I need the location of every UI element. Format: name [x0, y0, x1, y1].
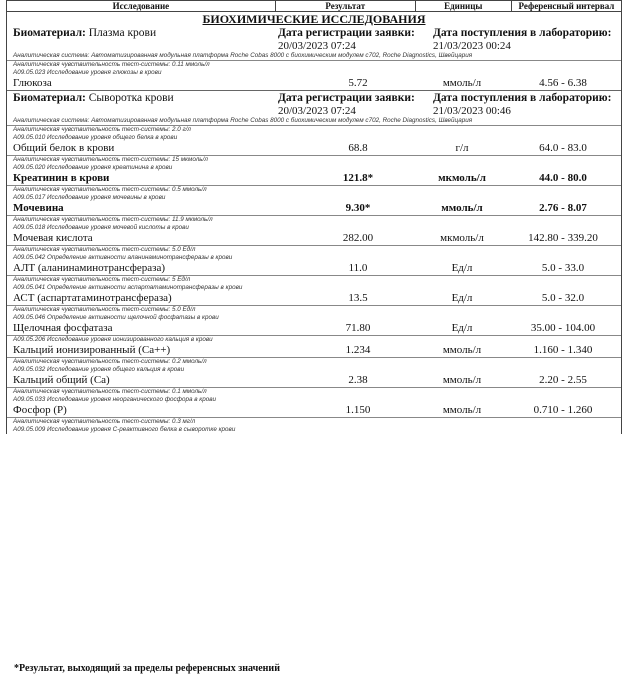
result-row [7, 344, 621, 357]
sensitivity-note: Аналитическая чувствительность тест-системы: 5.0 Ед/л [13, 246, 196, 253]
test-name: Мочевина [13, 202, 64, 214]
test-unit: ммоль/л [441, 202, 483, 214]
sensitivity-note: Аналитическая чувствительность тест-системы: 0.2 ммоль/л [13, 358, 207, 365]
test-code-note: A09.05.033 Исследование уровня неорганического фосфора в крови [13, 396, 217, 403]
lab-date: 21/03/2023 00:24 [433, 39, 511, 52]
test-code-note: A09.05.046 Определение активности щелочной фосфатазы в крови [13, 314, 219, 321]
reg-date: 20/03/2023 07:24 [278, 39, 356, 52]
lab-date-label: Дата поступления в лабораторию: [433, 27, 612, 39]
test-value: 9.30* [345, 202, 371, 214]
test-name: Глюкоза [13, 77, 52, 89]
test-unit: Ед/л [451, 262, 473, 274]
test-reference: 44.0 - 80.0 [539, 172, 587, 184]
reg-date-label: Дата регистрации заявки: [278, 27, 415, 39]
test-unit: г/л [455, 142, 469, 154]
biomaterial-label: Биоматериал: [13, 27, 86, 39]
test-name: Кальций ионизированный (Ca++) [13, 344, 171, 356]
test-reference: 1.160 - 1.340 [533, 344, 593, 356]
test-unit: Ед/л [451, 292, 473, 304]
biomaterial-header [7, 91, 621, 117]
sensitivity-note: Аналитическая чувствительность тест-системы: 2.0 г/л [13, 126, 191, 133]
sensitivity-note: Аналитическая чувствительность тест-системы: 0.11 ммоль/л [13, 61, 210, 68]
test-reference: 142.80 - 339.20 [528, 232, 598, 244]
test-reference: 5.0 - 32.0 [541, 292, 585, 304]
header-result: Результат [275, 1, 415, 11]
sensitivity-note: Аналитическая чувствительность тест-системы: 5.0 Ед/л [13, 306, 196, 313]
result-row [7, 202, 621, 215]
result-row [7, 292, 621, 305]
test-name: Общий белок в крови [13, 142, 115, 154]
test-value: 71.80 [345, 322, 371, 334]
test-code-note: A09.05.017 Исследование уровня мочевины в крови [13, 194, 166, 201]
system-note: Аналитическая система: Автоматизированная модульная платформа Roche Cobas 8000 с биохимическим модулем c702, Roche Diagnostics, Швейцария [13, 117, 473, 124]
reg-date-label: Дата регистрации заявки: [278, 92, 415, 104]
report-table [6, 0, 622, 434]
footnote: *Результат, выходящий за пределы референсных значений [14, 663, 280, 674]
block-serum [7, 91, 621, 434]
sensitivity-note: Аналитическая чувствительность тест-системы: 0.5 ммоль/л [13, 186, 207, 193]
test-code-note: A09.05.023 Исследование уровня глюкозы в крови [13, 69, 162, 76]
sensitivity-note: Аналитическая чувствительность тест-системы: 15 мкмоль/л [13, 156, 208, 163]
test-value: 1.150 [345, 404, 371, 416]
header-units: Единицы [415, 1, 511, 11]
lab-date: 21/03/2023 00:46 [433, 104, 511, 117]
reg-date: 20/03/2023 07:24 [278, 104, 356, 117]
result-row [7, 374, 621, 387]
test-name: АЛТ (аланинаминотрансфераза) [13, 262, 166, 274]
block-plasma [7, 26, 621, 91]
biomaterial-value: Сыворотка крови [88, 92, 174, 104]
result-row [7, 404, 621, 417]
lab-date-label: Дата поступления в лабораторию: [433, 92, 612, 104]
test-reference: 64.0 - 83.0 [539, 142, 587, 154]
test-unit: Ед/л [451, 322, 473, 334]
test-value: 13.5 [348, 292, 368, 304]
test-reference: 2.76 - 8.07 [539, 202, 587, 214]
test-reference: 5.0 - 33.0 [541, 262, 585, 274]
lab-report [6, 0, 622, 674]
test-unit: ммоль/л [442, 344, 482, 356]
test-name: АСТ (аспартатаминотрансфераза) [13, 292, 172, 304]
result-row [7, 77, 621, 90]
system-note: Аналитическая система: Автоматизированная модульная платформа Roche Cobas 8000 с биохимическим модулем c702, Roche Diagnostics, Швейцария [13, 52, 473, 59]
test-code-note: A09.05.018 Исследование уровня мочевой кислоты в крови [13, 224, 189, 231]
biomaterial-header [7, 26, 621, 52]
test-name: Креатинин в крови [13, 172, 110, 184]
test-code-note: A09.05.206 Исследование уровня ионизированного кальция в крови [13, 336, 213, 343]
biomaterial-label: Биоматериал: [13, 92, 86, 104]
test-value: 68.8 [348, 142, 368, 154]
result-row [7, 322, 621, 335]
test-code-note: A09.05.020 Исследование уровня креатинина в крови [13, 164, 173, 171]
test-unit: мкмоль/л [440, 232, 484, 244]
sensitivity-note: Аналитическая чувствительность тест-системы: 0.3 мг/л [13, 418, 196, 425]
test-code-note: A09.05.010 Исследование уровня общего белка в крови [13, 134, 178, 141]
test-unit: ммоль/л [442, 404, 482, 416]
test-value: 1.234 [345, 344, 371, 356]
test-name: Кальций общий (Ca) [13, 374, 110, 386]
table-header [7, 0, 621, 12]
test-value: 11.0 [348, 262, 368, 274]
test-reference: 4.56 - 6.38 [539, 77, 587, 89]
test-value: 5.72 [348, 77, 368, 89]
biomaterial-value: Плазма крови [88, 27, 157, 39]
test-code-note: A09.05.042 Определение активности аланинаминотрансферазы в крови [13, 254, 233, 261]
header-reference: Референсный интервал [511, 1, 621, 11]
test-value: 121.8* [342, 172, 374, 184]
header-study: Исследование [112, 1, 170, 11]
test-code-note: A09.05.041 Определение активности аспартатаминотрансферазы в крови [13, 284, 243, 291]
test-reference: 0.710 - 1.260 [533, 404, 593, 416]
result-row [7, 142, 621, 155]
test-reference: 2.20 - 2.55 [539, 374, 587, 386]
test-code-note: A09.05.032 Исследование уровня общего кальция в крови [13, 366, 185, 373]
test-reference: 35.00 - 104.00 [530, 322, 596, 334]
test-code-note: A09.05.009 Исследование уровня C-реактивного белка в сыворотке крови [13, 426, 236, 433]
sensitivity-note: Аналитическая чувствительность тест-системы: 5 Ед/л [13, 276, 191, 283]
result-row [7, 232, 621, 245]
test-unit: ммоль/л [442, 77, 482, 89]
sensitivity-note: Аналитическая чувствительность тест-системы: 0.1 ммоль/л [13, 388, 207, 395]
test-value: 282.00 [342, 232, 374, 244]
sensitivity-note: Аналитическая чувствительность тест-системы: 11.9 мкмоль/л [13, 216, 213, 223]
test-value: 2.38 [348, 374, 368, 386]
test-unit: ммоль/л [442, 374, 482, 386]
result-row [7, 172, 621, 185]
result-row [7, 262, 621, 275]
test-name: Щелочная фосфатаза [13, 322, 113, 334]
test-unit: мкмоль/л [438, 172, 486, 184]
test-name: Мочевая кислота [13, 232, 93, 244]
section-title: БИОХИМИЧЕСКИЕ ИССЛЕДОВАНИЯ [202, 12, 426, 26]
test-name: Фосфор (P) [13, 404, 67, 416]
